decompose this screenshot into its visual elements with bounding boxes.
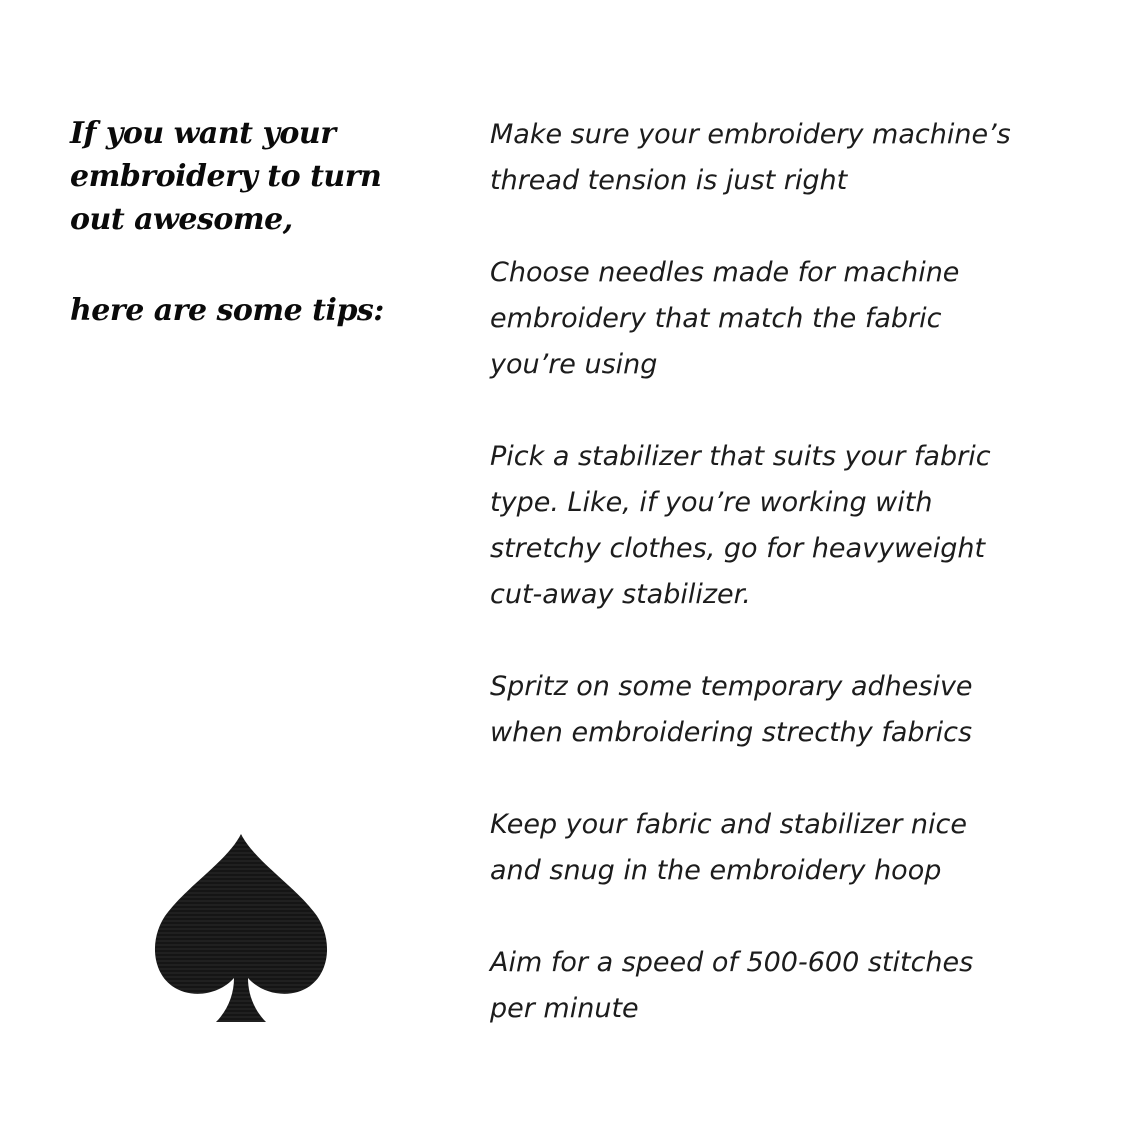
intro-spacer [70,241,440,289]
tips-list [490,112,1110,1078]
tip-hoop: Keep your fabric and stabilizer nice and snug in the embroidery hoop [490,809,967,886]
tip-stabilizer: Pick a stabilizer that suits your fabric type. Like, if you’re working with stretchy clothes, go for heavyweight cut-away stabilizer. [490,441,991,610]
intro-line-4: here are some tips: [70,293,384,328]
tip-speed: Aim for a speed of 500-600 stitches per minute [490,947,974,1024]
tip-adhesive: Spritz on some temporary adhesive when embroidering strecthy fabrics [490,671,973,748]
intro-line-2: embroidery to turn [70,159,382,194]
tip-needles: Choose needles made for machine embroidery that match the fabric you’re using [490,257,960,380]
intro-heading [70,112,440,332]
tip-thread-tension: Make sure your embroidery machine’s thread tension is just right [490,119,1011,196]
intro-line-1: If you want your [70,116,336,151]
spade-icon [150,832,332,1024]
spade-shape [155,834,327,1022]
intro-line-3: out awesome, [70,202,293,237]
